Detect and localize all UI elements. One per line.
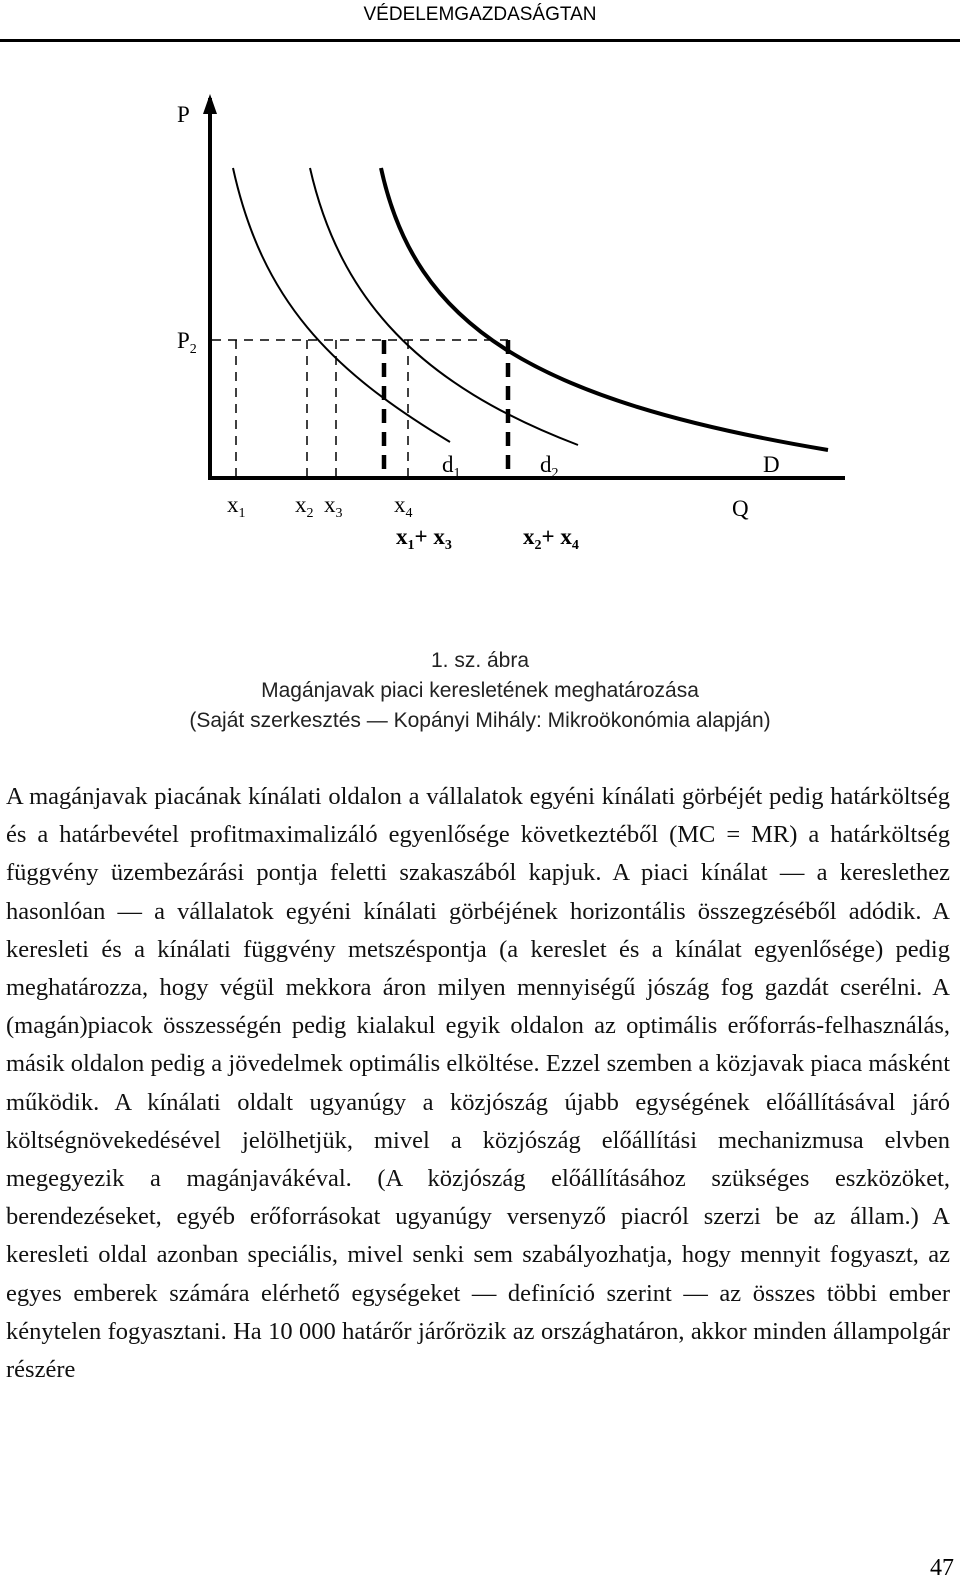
page-number: 47	[930, 1555, 954, 1581]
d2-label: $d_2$	[540, 452, 559, 481]
y-axis-arrow-icon	[203, 94, 217, 114]
x3-label: $x_3$	[324, 492, 343, 521]
x-axis-label: Q	[732, 496, 749, 521]
x2-plus-x4-label: $x_2+ x_4$	[523, 524, 579, 553]
demand-curve-d2	[310, 168, 578, 445]
body-paragraph: A magánjavak piacának kínálati oldalon a vállalatok egyéni kínálati görbéjét pedig határköltség és a határbevétel profitmaximalizáló egyenlősége következtéből (MC = MR) a határköltség függvény üzembezárási pontja feletti szakaszából kapjuk. A piaci kínálat — a kereslethez hasonlóan — a vállalatok egyéni kínálati görbéjének horizontális összegzéséből adódik. A keresleti és a kínálati függvény metszéspontja (a kereslet és a kínálat egyenlősége) pedig meghatározza, hogy végül mekkora áron milyen mennyiségű jószág fog gazdát cserélni. A (magán)piacok összességén pedig kialakul egyik oldalon az optimális erőforrás-felhasználás, másik oldalon pedig a jövedelmek optimális elköltése. Ezzel szemben a közjavak piaca másként működik. A kínálati oldalt ugyanúgy a közjószág újabb egységének előállításával járó költségnövekedésével jelölhetjük, mivel a közjószág előállítási mechanizmusa elvben megegyezik a magánjavákéval. (A közjószág előállításához szükséges eszközöket, berendezéseket, egyéb erőforrásokat ugyanúgy versenyző piacról szerzi be az állam.) A keresleti oldal azonban speciális, mivel senki sem szabályozhatja, hogy mennyit fogyaszt, az egyes emberek számára elérhető egységeket — definíció szerint — az összes többi ember kénytelen fogyasztani. Ha 10 000 határőr járőrözik az országhatáron, akkor minden állampolgár részére	[6, 783, 950, 1384]
demand-figure	[0, 80, 960, 560]
caption-number: 1. sz. ábra	[430, 649, 530, 672]
caption-title: Magánjavak piaci keresletének meghatározása	[261, 679, 699, 702]
x1-label: $x_1$	[227, 492, 246, 521]
d1-label: $d_1$	[442, 452, 461, 481]
caption-source: (Saját szerkesztés — Kopányi Mihály: Mikroökonómia alapján)	[189, 709, 771, 732]
running-title: VÉDELEMGAZDASÁGTAN	[363, 4, 597, 25]
market-demand-label: D	[763, 452, 780, 477]
x2-label: $x_2$	[295, 492, 314, 521]
x1-plus-x3-label: $x_1+ x_3$	[396, 524, 452, 553]
y-axis-label: P	[177, 102, 190, 127]
demand-curve-d1	[233, 168, 450, 442]
p2-label: $P_2$	[177, 328, 197, 357]
running-header	[0, 0, 960, 42]
figure-caption	[0, 646, 960, 736]
body-text	[6, 778, 950, 1389]
market-demand-curve-D	[381, 168, 828, 450]
x4-label: $x_4$	[394, 492, 413, 521]
